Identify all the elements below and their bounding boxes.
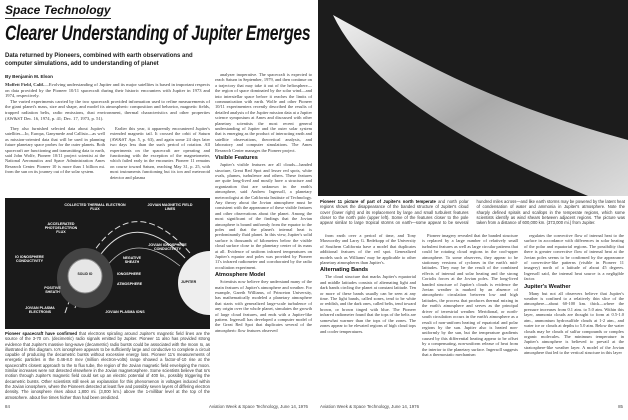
photo-caption (320, 199, 625, 229)
paragraph: The cloud structure that marks Jupiter's equatorial and middle latitudes consists of alternating light and dark bands circling the planet at constant latitude. Ten or more of these bands usually can be seen at any time. The light bands, called zones, tend to be white or reddish, and the dark ones, called belts, tend toward brown, or brown tinged with blue. The Pioneer infrared radiometer found that the tops of the belts are somewhat warmer than the tops of the zones. The zones appear to be elevated regions of high cloud tops and cooler temperatures. (320, 274, 416, 334)
diagram-label: POSITIVE SHEATH (44, 286, 61, 294)
diagram-caption (5, 331, 210, 399)
page-number-left: 84 (5, 404, 10, 409)
right-column-3 (524, 233, 624, 398)
intro-paragraph (5, 82, 210, 124)
page-number-right: 85 (618, 404, 623, 409)
diagram-label: IO IONOSPHERE CONDUCTIVITY (15, 255, 44, 263)
diagram-label: ATMOSPHERE (117, 282, 143, 286)
byline: By Benjamin M. Elson (5, 74, 53, 79)
right-column-2 (422, 233, 518, 398)
caption-lead: Pioneer 11 picture of part of Jupiter's north temperate (320, 199, 436, 204)
diagram-label: JOVIAN MAGNETIC FIELD LINES (147, 203, 193, 211)
paragraph: They also furnished selected data about Jupiter's satellites—Io, Europa, Ganymede and Callisto—as well as mission-oriented data that will be used in planning future planetary space probes for the outer planets. Both spacecraft are functioning and transmitting data to earth, said John Wolfe, Pioneer 10/11 project scientist at the National Aeronautics and Space Administration Ames Research Center. Pioneer 10 is more than 1 billion mi. from the sun on its journey out of the solar system. (5, 126, 105, 175)
left-column-3 (215, 72, 312, 398)
dateline: Moffett Field, Calif. (5, 82, 45, 87)
diagram-label: IONOSPHERE (117, 272, 141, 276)
caption-lead: Pioneer spacecraft have confirmed (5, 331, 78, 336)
diagram-label: JOVIAN PLASMA ELECTRONS (25, 306, 55, 314)
paragraph: Earlier this year, it apparently encountered Jupiter's extended magnetic tail. It crossed the orbit of Saturn (AW&ST Apr. 5, p. 63), and again some 24 days later two days less than the sun's period of rotation. All experiments on the spacecraft are operating and functioning with the exception of the magnetometer, which failed early in the encounter. Pioneer 11 remains on course toward Saturn, reaching May 31, p. 25, with most instruments functioning but its ion and meteoroid detector and plasma (110, 126, 210, 180)
paragraph: Scientists now believe they understand many of the main features of Jupiter's atmosphere and weather. For example, Gareth Williams, of Princeton University, has mathematically modeled a planetary atmosphere that starts with generalized large-scale turbulence of any origin over the whole planet, simulates the growth of large cloud features, and ends with a Jupiter-like pattern. Ingersoll has developed a computer model of the Great Red Spot that duplicates several of the atmospheric flow features observed (215, 279, 312, 333)
heading-atmosphere-model: Atmosphere Model (215, 272, 266, 279)
diagram-label: ACCELERATED PHOTOELECTRON FLUX (44, 222, 78, 234)
publication-footer-right: Aviation Week & Space Technology, June 14, 1976 (320, 404, 420, 409)
jupiter-surface-image (318, 0, 628, 196)
paragraph: regulates the convective flow of internal heat to the surface in accordance with differences in solar heating of the polar and equatorial regions. The possibility that there is greater convective flow of internal heat at the Jovian poles seems to be confirmed by the appearance of convective-like patterns (visible in Pioneer 11 imagery) north of a latitude of about 45 degrees. Ingersoll said, the internal heat source is a negligible factor. (524, 233, 624, 282)
paragraph: Jupiter's visible features are all clouds—banded structure, Great Red Spot and lesser red spots, white ovals, plumes, turbulence and others. These features are quite long-lived and mostly have a structure and organization that are unknown in the earth's atmosphere, said Andrew Ingersoll, a planetary meteorologist at the California Institute of Technology. Any theory about the Jovian atmosphere must be consistent with the appearance of these visible features and other observations about the planet. Among the most significant of the findings that the Jovian atmosphere is bound uniformly from the equator to the poles and that the planet's internal heat is predominantly fluid planet. In this view, Jupiter's solid surface is thousands of kilometers below the visible cloud surface close to the planetary center of its mass at all. Evidence of uniform infrared temperatures on Jupiter's equator and poles was provided by Pioneer 11's infrared radiometer and corroborated by the radio occultation experiment. (215, 162, 312, 270)
io-jupiter-diagram (5, 198, 210, 329)
left-column-1 (5, 126, 105, 194)
diagram-label: JOVIAN IONOSPHERE CONDUCTIVITY (148, 243, 187, 251)
jupiter-photo (318, 0, 628, 196)
heading-jupiters-weather: Jupiter's Weather (524, 283, 571, 290)
left-column-2 (110, 126, 210, 194)
article-subtitle: Data returned by Pioneers, combined with earth observations and computer simulations, add to understanding of planet (5, 53, 193, 67)
diagram-label: JOVIAN PLASMA IONS (105, 310, 145, 314)
diagram-label: SOLID IO (77, 272, 93, 276)
section-label: Space Technology (5, 3, 111, 17)
article-title: Clearer Understanding of Jupiter Emerges (5, 22, 311, 45)
paragraph: Pioneer imagery revealed that the banded structure is replaced by a large number of relatively small turbulent features as well as large circular patterns that could be rotating cloud regions in the cool-upper atmosphere. To some observers, they appear to be stationary versions of cyclones in the earth's mid-latitudes. They may be the result of the combined effects of internal and solar heating and the strong Coriolis forces at the Jovian poles. The long-lived banded structure of Jupiter's clouds is evidence the Jovian weather is marked by an absence of atmospheric circulation between low and high latitudes, the process that produces thermal mixing in the earth's atmosphere and serves as the principal driver of terrestrial weather. Meridional, or north-south circulation occurs in the earth's atmosphere as a result of non-uniform heating of equatorial and polar regions by the sun. Jupiter also is heated non-uniformly by the sun, but the temperature gradients caused by this differential heating appear to be offset by a compensating, non-uniform release of heat from the interior to the planetary surface. Ingersoll suggests that a thermostatic mechanism (422, 233, 518, 357)
right-column-1 (320, 233, 416, 398)
intro-text-2: The varied experiments carried by the two spacecraft provided information used to refine measurements of the giant planet's mass, size and shape, and model its atmospheric composition and behavior, magnetic fields, trapped radiation belts, radio emissions, dust environment, thermal characteristics and other properties (AW&ST Dec. 16, 1974, p. 41; Dec. 17, 1973, p. 51). (5, 98, 210, 121)
paragraph: from earth over a period of time, and Tony Maxworthy and Larry G. Redekopp of the University of Southern California have a model that duplicates additional features of the red spot. Generalized models such as Williams' may be applicable to other planetary atmospheres than Jupiter's. (320, 233, 416, 266)
heading-visible-features: Visible Features (215, 155, 258, 162)
paragraph: analyzer inoperative. The spacecraft is expected to reach Saturn in September, 1979, and then continue on a trajectory that may take it out of the heliosphere—the region of space dominated by the solar wind—and into interstellar space before it reaches the limits of communication with earth. Wolfe and other Pioneer 10/11 experimenters recently described the results of detailed analysis of the Jupiter mission data at a Jupiter science symposium at Ames and discussed with other planetary scientists the most recent general understanding of Jupiter and the outer solar system that is emerging as the product of interacting earth and satellite observations, theoretical analysis, and laboratory and computer simulations. The Ames Research Center manages the Pioneer project. (215, 72, 312, 153)
heading-alternating-bands: Alternating Bands (320, 267, 369, 274)
publication-footer-left: Aviation Week & Space Technology, June 14, 1976 (208, 404, 308, 409)
diagram-label: COLLECTED THERMAL ELECTRON FLUX (64, 203, 126, 211)
caption-text: that electrons spiraling around Jupiter's magnetic field lines are the source of the 3-70 cm. (decimetric) radio signals emitted by Jupiter. Pioneer 11 also has provided strong evidence that Jupiter's massive long-wave (decametric) radio bursts could be associated with the moon Io, as illustrated in this diagram. Io's ionosphere appears to be sufficiently large and conductive to complete a circuit capable of producing the decametric bursts without excessive energy loss. Pioneer 11's measurements of energetic particles in the 0.46-8.0 mev (million electron-volts) range showed a factor-of-10 rise at the spacecraft's closest approach to the Io flux tube, the region of the Jovian magnetic field enveloping the moon. Similar increases were not detected elsewhere in the Jovian magnetosphere. Some scientists believe that Io's motion through Jupiter's magnetic field could set up an electric potential of 400 kv., possibly triggering the decametric bursts. Other scientists still seek an explanation for this phenomenon in voltages induced within the Jovian ionosphere, where the Pioneers detected at least five and possibly seven layers of differing electron density. The ionosphere rises about 1,800 mi. (3,000 km.) above the 1-millibar level at the top of the atmosphere, about five times higher than had been predicted. (5, 331, 210, 399)
caption-text: and north polar regions shows the disappearance of the banded structure of Jupiter's cloud cover (lower right) and its replacement by large and small turbulent features closer to the north pole (upper left). Some of the features closer to the pole appear similar to large tropical storms on earth—some appear to be several hundred miles across—and like earth storms may be powered by the latent heat of condensation of water and ammonia in Jupiter's atmosphere. Note the sharply defined spirals and scallops in the temperate regions, which some scientists identify as wind shears between adjacent regions. The picture was taken from a distance of 600,000 km. (373,000 mi.) from Jupiter. (320, 199, 625, 226)
diagram-label: NEGATIVE SHEATH (122, 256, 142, 264)
diagram-label: JUPITER (181, 280, 197, 284)
intro-text: —Evolving understanding of Jupiter and its major satellites is based in important respects on data provided by the Pioneer 10/11 spacecraft during their historic encounters with Jupiter in 1973 and 1974, respectively. (5, 82, 210, 99)
paragraph: Many but not all observers believe that Jupiter's weather is confined to a relatively thin slice of the atmosphere—about 60-100 km. thick—where the pressure increases from 0.1 atm. to 5.0 atm. Within this layer, ammonia clouds are thought to form at 0.5-1.0 atm., ammonium hydrosulfide clouds at 1-2 atm., and water ice or clouds at depths to 5.0 atm. Below the water clouds may be clouds of sulfur compounds or complex organic molecules. The minimum temperature in Jupiter's atmosphere is believed to prevail at the stratosphere-like weather layer. A model of the Jovian atmosphere that led to the vertical structure in this layer (524, 290, 624, 356)
